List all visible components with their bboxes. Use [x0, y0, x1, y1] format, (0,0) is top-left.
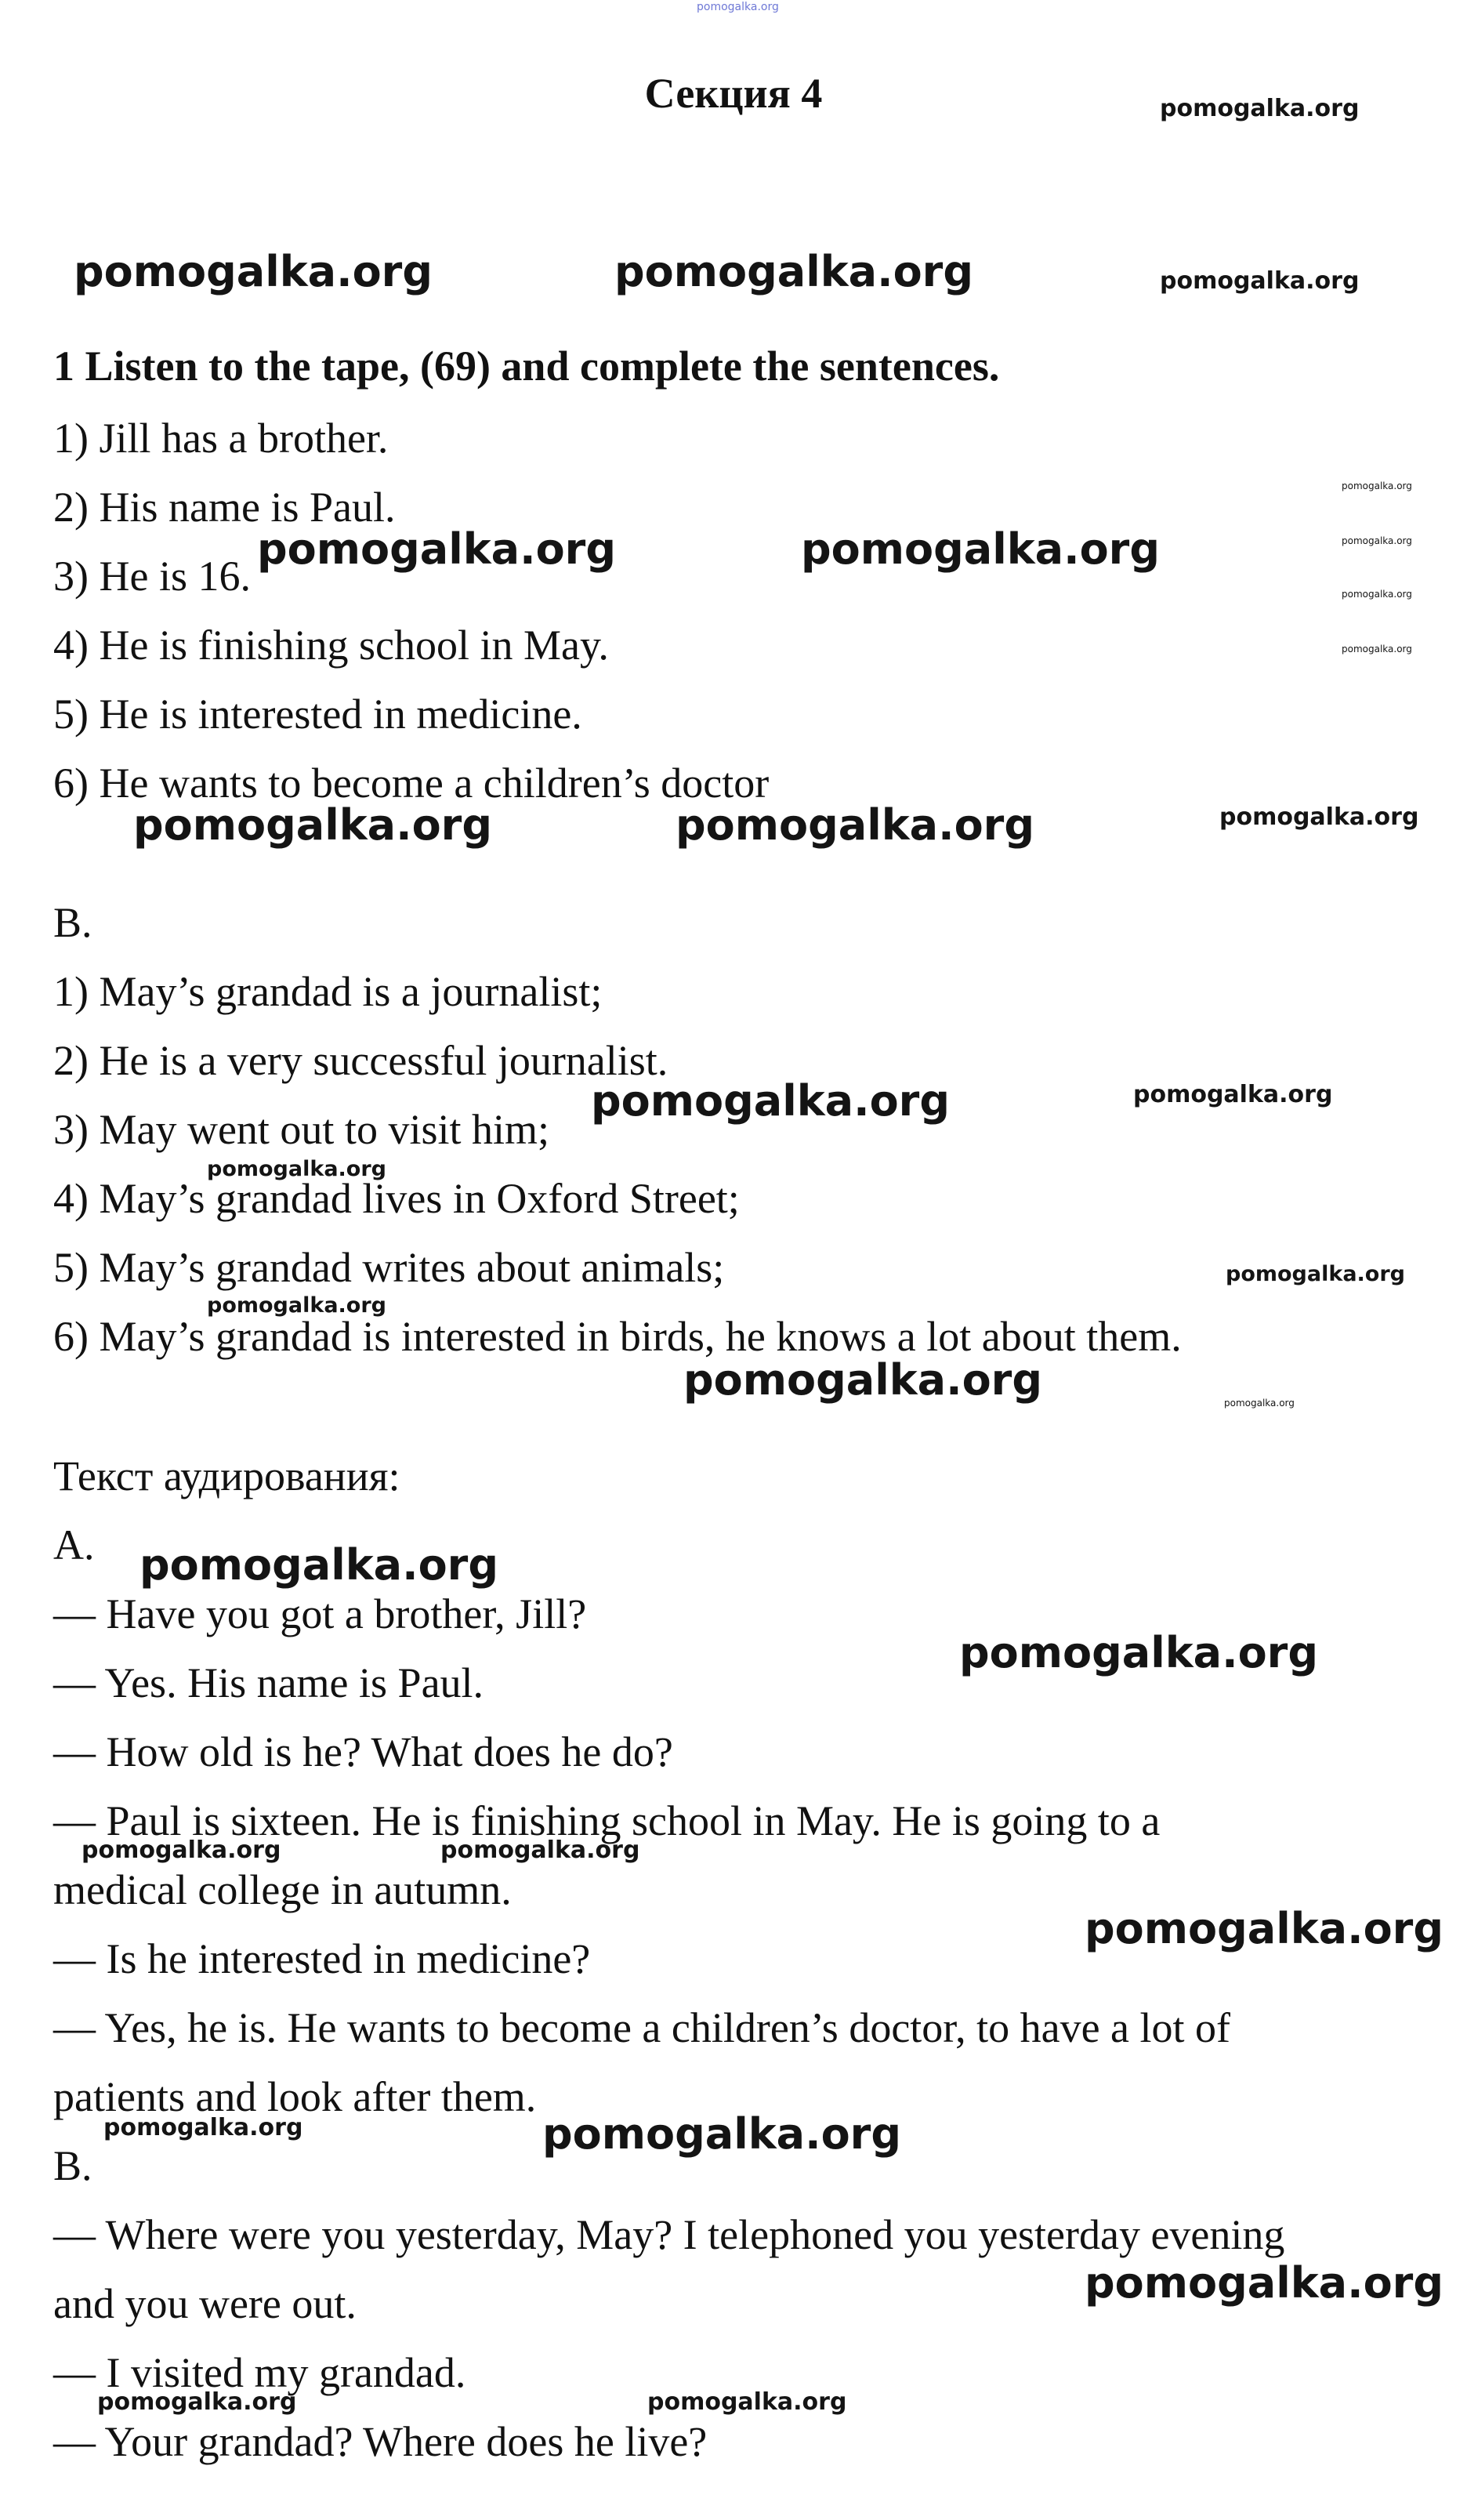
- dialogue-line: — Yes. His name is Paul.: [53, 1659, 484, 1706]
- watermark: pomogalka.org: [591, 1076, 950, 1126]
- watermark: pomogalka.org: [207, 1157, 386, 1181]
- watermark: pomogalka.org: [697, 1, 779, 13]
- answer-line: 5) May’s grandad writes about animals;: [53, 1244, 725, 1291]
- watermark: pomogalka.org: [1342, 480, 1412, 491]
- watermark: pomogalka.org: [1342, 589, 1412, 600]
- watermark: pomogalka.org: [683, 1355, 1042, 1405]
- transcript-heading: Текст аудирования:: [53, 1452, 400, 1499]
- watermark: pomogalka.org: [139, 1540, 498, 1590]
- answer-line: 1) Jill has a brother.: [53, 415, 389, 462]
- watermark: pomogalka.org: [542, 2109, 901, 2159]
- dialogue-line: medical college in autumn.: [53, 1866, 512, 1913]
- watermark: pomogalka.org: [614, 247, 973, 296]
- part-label: A.: [53, 1521, 95, 1568]
- dialogue-line: — Yes, he is. He wants to become a children’s doctor, to have a lot of: [53, 2004, 1231, 2051]
- watermark: pomogalka.org: [959, 1628, 1318, 1677]
- dialogue-line: — Your grandad? Where does he live?: [53, 2418, 708, 2465]
- part-label: B.: [53, 899, 92, 946]
- watermark: pomogalka.org: [1226, 1262, 1405, 1286]
- part-label: B.: [53, 2142, 92, 2189]
- task-heading: 1 Listen to the tape, (69) and complete the sentences.: [53, 343, 1000, 390]
- watermark: pomogalka.org: [801, 524, 1160, 574]
- dialogue-line: patients and look after them.: [53, 2073, 537, 2120]
- answer-line: 5) He is interested in medicine.: [53, 691, 582, 738]
- watermark: pomogalka.org: [1085, 1904, 1443, 1953]
- dialogue-line: — How old is he? What does he do?: [53, 1728, 673, 1775]
- watermark: pomogalka.org: [647, 2388, 847, 2416]
- watermark: pomogalka.org: [1219, 803, 1419, 831]
- watermark: pomogalka.org: [440, 1837, 640, 1864]
- answer-line: 6) May’s grandad is interested in birds, he knows a lot about them.: [53, 1313, 1182, 1360]
- answer-line: 3) He is 16.: [53, 553, 251, 600]
- watermark: pomogalka.org: [207, 1293, 386, 1318]
- answer-line: 4) He is finishing school in May.: [53, 622, 609, 669]
- watermark: pomogalka.org: [74, 247, 433, 296]
- watermark: pomogalka.org: [1224, 1398, 1295, 1409]
- answer-line: 4) May’s grandad lives in Oxford Street;: [53, 1175, 740, 1222]
- watermark: pomogalka.org: [97, 2388, 297, 2416]
- dialogue-line: — I visited my grandad.: [53, 2349, 466, 2396]
- dialogue-line: — Is he interested in medicine?: [53, 1935, 591, 1982]
- answer-line: 2) He is a very successful journalist.: [53, 1037, 668, 1084]
- answer-line: 2) His name is Paul.: [53, 484, 396, 531]
- dialogue-line: and you were out.: [53, 2280, 357, 2327]
- answer-line: 1) May’s grandad is a journalist;: [53, 968, 603, 1015]
- watermark: pomogalka.org: [676, 800, 1034, 850]
- watermark: pomogalka.org: [1342, 535, 1412, 546]
- section-title: Секция 4: [644, 70, 823, 117]
- watermark: pomogalka.org: [1160, 267, 1360, 295]
- watermark: pomogalka.org: [1342, 644, 1412, 654]
- watermark: pomogalka.org: [103, 2114, 303, 2141]
- dialogue-line: — Have you got a brother, Jill?: [53, 1590, 587, 1637]
- watermark: pomogalka.org: [1160, 95, 1360, 122]
- watermark: pomogalka.org: [133, 800, 492, 850]
- watermark: pomogalka.org: [82, 1837, 281, 1864]
- watermark: pomogalka.org: [257, 524, 616, 574]
- watermark: pomogalka.org: [1085, 2258, 1443, 2308]
- watermark: pomogalka.org: [1133, 1081, 1333, 1108]
- dialogue-line: — Paul is sixteen. He is finishing school in May. He is going to a: [53, 1797, 1161, 1844]
- answer-line: 3) May went out to visit him;: [53, 1106, 549, 1153]
- answer-line: 6) He wants to become a children’s doctor: [53, 760, 770, 807]
- dialogue-line: — Where were you yesterday, May? I telephoned you yesterday evening: [53, 2211, 1285, 2258]
